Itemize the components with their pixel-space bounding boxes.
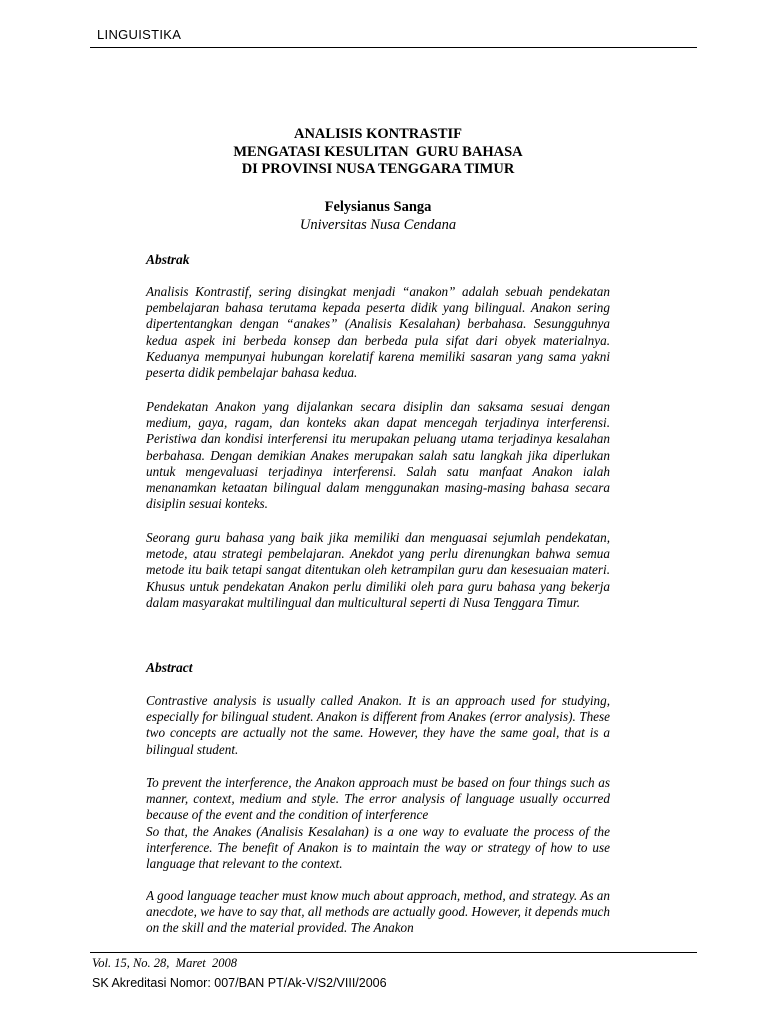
footer-volume: Vol. 15, No. 28, Maret 2008 [92,956,238,970]
article-title [146,126,610,179]
author-name: Felysianus Sanga [324,199,432,215]
footer-rule [90,952,697,953]
title-line-3: DI PROVINSI NUSA TENGGARA TIMUR [241,161,515,177]
running-header-journal: LINGUISTIKA [97,27,182,42]
abstract-paragraph-1: Contrastive analysis is usually called Anakon. It is an approach used for studying, especially for bilingual student. Anakon is different from Anakes (error analysis). These two concepts are actually not the same. However, they have the same goal, that is a bilingual student. [146,693,610,757]
abstract-paragraph-2a: To prevent the interference, the Anakon approach must be based on four things such as manner, context, medium and style. The error analysis of language usually occurred because of the event and the condition of interference [146,775,610,823]
abstrak-paragraph-3: Seorang guru bahasa yang baik jika memiliki dan menguasai sejumlah pendekatan, metode, atau strategi pembelajaran. Anekdot yang perlu direnungkan bahwa semua metode itu baik tetapi sangat ditentukan oleh ketrampilan guru dan kesesuaian materi. Khusus untuk pendekatan Anakon perlu dimiliki oleh para guru bahasa yang bekerja dalam masyarakat multilingual dan multicultural seperti di Nusa Tenggara Timur. [146,530,610,610]
abstrak-paragraph-1: Analisis Kontrastif, sering disingkat menjadi “anakon” adalah sebuah pendekatan pembelajaran bahasa terutama kepada peserta didik yang bilingual. Anakon sering dipertentangkan dengan “anakes” (Analisis Kesalahan) berbahasa. Sesungguhnya kedua aspek ini berbeda konsep dan berbeda pula sifat dari obyek materialnya. Keduanya mempunyai hubungan korelatif karena memiliki sasaran yang sama yakni peserta didik pembelajar bahasa kedua. [146,284,610,381]
abstract-paragraph-2b: So that, the Anakes (Analisis Kesalahan) is a one way to evaluate the process of the interference. The benefit of Anakon is to maintain the way or strategy of how to use language that relevant to the context. [146,823,610,872]
abstract-paragraph-3: A good language teacher must know much about approach, method, and strategy. As an anecdote, we have to say that, all methods are actually good. However, it depends much on the skill and the material provided. The Anakon [146,888,610,936]
author-affiliation: Universitas Nusa Cendana [299,217,457,233]
footer-accreditation: SK Akreditasi Nomor: 007/BAN PT/Ak-V/S2/VIII/2006 [92,976,387,990]
abstract-paragraph-2 [146,775,610,872]
title-line-2: MENGATASI KESULITAN GURU BAHASA [233,143,523,160]
header-rule [90,47,697,48]
abstract-heading: Abstract [146,660,193,675]
abstrak-paragraph-2: Pendekatan Anakon yang dijalankan secara disiplin dan saksama sesuai dengan medium, gaya, ragam, dan konteks akan dapat mencegah terjadinya interferensi. Peristiwa dan kondisi interferensi itu merupakan peluang utama terjadinya kesalahan berbahasa. Dengan demikian Anakes merupakan salah satu langkah jika diperlukan untuk mengevaluasi terjadinya interferensi. Salah satu manfaat Anakon ialah menanamkan ketaatan bilingual dalam menggunakan masing-masing bahasa secara disiplin sesuai konteks. [146,399,610,512]
title-line-1: ANALISIS KONTRASTIF [293,126,462,142]
abstrak-heading: Abstrak [146,252,190,267]
